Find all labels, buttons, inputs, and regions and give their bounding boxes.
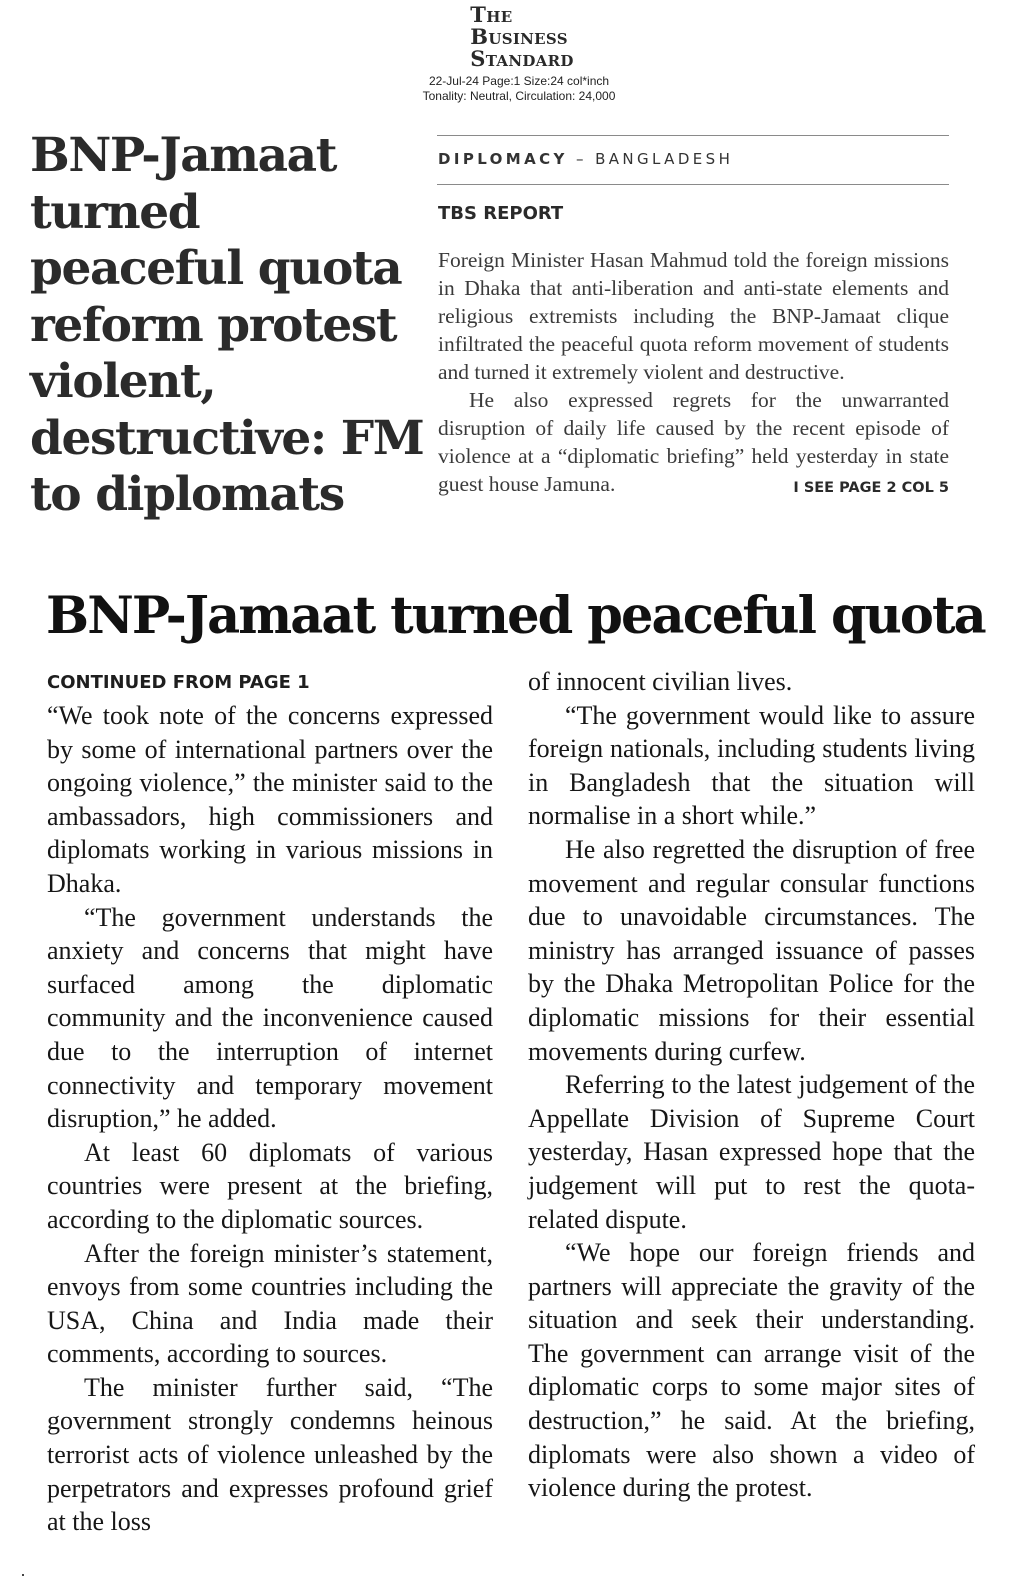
clip-metadata — [10, 74, 1028, 104]
summary-paragraph-2 — [438, 386, 949, 498]
body-paragraph: At least 60 diplomats of various countries were present at the briefing, according to the diplomatic sources. — [47, 1137, 493, 1234]
scan-mark — [22, 1574, 24, 1576]
top-rule — [437, 135, 949, 136]
body-paragraph: of innocent civilian lives. — [528, 667, 793, 696]
body-paragraph: After the foreign minister’s statement, envoys from some countries including the USA, China and India made their comments, according to sources. — [47, 1238, 493, 1369]
body-paragraph: He also regretted the disruption of free movement and regular consular functions due to unavoidable circumstances. The ministry has arranged issuance of passes by the Dhaka Metropolitan Police for the diplomatic missions for their essential movements during curfew. — [528, 834, 975, 1066]
logo-line-2: Business — [470, 24, 568, 49]
section-separator: – — [567, 150, 596, 168]
body-paragraph: Referring to the latest judgement of the Appellate Division of Supreme Court yesterday, Hasan expressed hope that the judgement will put to rest the quota-related dispute. — [528, 1070, 975, 1234]
byline: TBS REPORT — [438, 203, 564, 224]
body-paragraph: “The government would like to assure foreign nationals, including students living in Bangladesh that the situation will normalise in a short while.” — [528, 700, 975, 831]
logo-line-3: Standard — [470, 46, 574, 71]
summary-paragraph-1: Foreign Minister Hasan Mahmud told the foreign missions in Dhaka that anti-liberation and anti-state elements and religious extremists including the BNP-Jamaat clique infiltrated the peaceful quota reform movement of students and turned it extremely violent and destructive. — [438, 248, 949, 384]
masthead — [0, 4, 1028, 104]
front-headline: BNP-Jamaat turned peaceful quota reform protest violent, destructive: FM to diplomats — [30, 128, 424, 522]
continued-label: CONTINUED FROM PAGE 1 — [47, 672, 310, 693]
jump-reference: I SEE PAGE 2 COL 5 — [793, 480, 949, 496]
subsection-name: BANGLADESH — [595, 150, 734, 168]
body-paragraph: “The government understands the anxiety and concerns that might have surfaced among the diplomatic community and the inconvenience caused due to the interruption of internet connectivity and temporary movement disruption,” he added. — [47, 902, 493, 1134]
right-column — [528, 665, 975, 1505]
clip-info-line: 22-Jul-24 Page:1 Size:24 col*inch — [428, 74, 610, 88]
body-paragraph: “We took note of the concerns expressed by some of international partners over the ongoing violence,” the minister said to the ambassadors, high commissioners and diplomats working in various missions in Dhaka. — [47, 701, 493, 898]
continuation-headline: BNP-Jamaat turned peaceful quota — [46, 586, 985, 646]
clip-tonality-line: Tonality: Neutral, Circulation: 24,000 — [422, 89, 616, 103]
front-summary — [438, 246, 949, 502]
kicker-rule — [437, 184, 949, 185]
body-paragraph: The minister further said, “The government strongly condemns heinous terrorist acts of violence unleashed by the perpetrators and expresses profound grief at the loss — [47, 1372, 493, 1537]
newspaper-logo — [470, 4, 573, 70]
body-paragraph: “We hope our foreign friends and partners will appreciate the gravity of the situation and seek their understanding. The government can arrange visit of the diplomatic corps to some major sites of destruction,” he said. At the briefing, diplomats were also shown a video of violence during the protest. — [528, 1238, 975, 1503]
logo-line-1: The — [470, 2, 513, 27]
section-kicker — [438, 150, 733, 168]
section-name: DIPLOMACY — [438, 150, 568, 168]
summary-paragraph-2-text: He also expressed regrets for the unwarranted disruption of daily life caused by the recent episode of violence at a “diplomatic briefing” held yesterday in state guest house Jamuna. — [438, 388, 949, 496]
left-column — [47, 699, 493, 1539]
